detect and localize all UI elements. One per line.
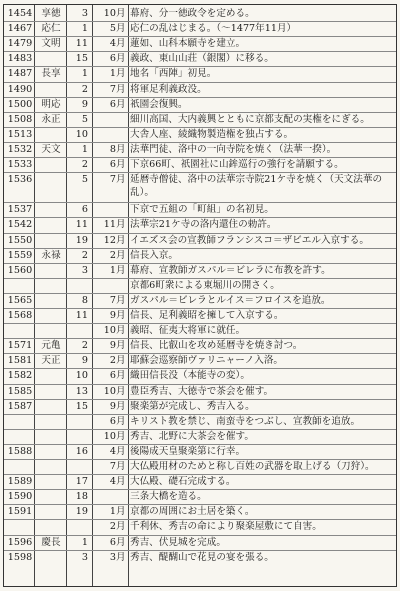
month-cell: 1 [109, 68, 116, 80]
month-cell: 9 [109, 400, 116, 412]
year-cell: 1581 [7, 355, 33, 367]
table-row [4, 249, 396, 262]
event-cell: 耶蘇会巡察師ヴァリニャーノ入洛。 [130, 355, 284, 367]
event-cell: 将軍足利義政没。 [130, 83, 207, 95]
month-cell: 4 [109, 476, 116, 488]
month-unit: 月 [116, 83, 126, 95]
year-cell: 1490 [7, 83, 33, 95]
year-cell: 1589 [7, 476, 33, 488]
year-cell: 1483 [7, 53, 33, 65]
year-cell: 1588 [7, 445, 33, 457]
table-row [4, 294, 396, 307]
event-cell: 延暦寺僧徒、洛中の法華宗寺院21ケ寺を焼く（天文法華の乱）。 [130, 174, 383, 199]
month-unit: 月 [116, 53, 126, 65]
event-cell: 幕府、分一徳政令を定める。 [130, 8, 255, 19]
month-cell: 10 [103, 325, 116, 337]
era-year-cell: 13 [75, 385, 88, 397]
month-unit: 月 [116, 476, 126, 488]
era-year-cell: 2 [81, 340, 88, 352]
event-cell: 地名「西陣」初見。 [130, 68, 217, 80]
event-cell: 信長入京。 [130, 249, 178, 261]
era-year-cell: 2 [81, 159, 88, 170]
event-cell: 後陽成天皇聚楽第に行幸。 [130, 445, 246, 457]
event-cell: 蓮如、山科本願寺を建立。 [130, 38, 246, 50]
era-cell: 慶長 [41, 536, 61, 548]
event-cell: ガスパル＝ビレラとルイス＝フロイスを追放。 [130, 294, 331, 306]
era-year-cell: 3 [81, 8, 88, 19]
event-cell: 秀吉、醍醐山で花見の宴を張る。 [130, 551, 274, 563]
table-row [4, 551, 396, 564]
table-row [4, 536, 396, 549]
event-cell: 信長、足利義昭を擁して入京する。 [130, 310, 284, 321]
year-cell: 1537 [7, 204, 33, 216]
table-row [4, 279, 396, 292]
table-row [4, 445, 396, 458]
year-cell: 1467 [7, 23, 33, 35]
event-cell: 織田信長没（本能寺の変）。 [130, 370, 250, 382]
year-cell: 1587 [7, 400, 33, 412]
month-cell: 2 [109, 355, 116, 367]
era-cell: 享徳 [41, 8, 61, 19]
month-unit: 月 [116, 68, 126, 80]
month-unit: 月 [116, 445, 126, 457]
table-row [4, 415, 396, 428]
table-row [4, 83, 396, 96]
month-unit: 月 [116, 23, 126, 35]
era-year-cell: 1 [81, 68, 88, 80]
month-unit: 月 [116, 310, 126, 321]
era-cell: 元亀 [41, 340, 61, 352]
table-row [4, 7, 396, 20]
event-cell: 三条大橋を造る。 [130, 491, 207, 503]
era-year-cell: 6 [81, 204, 88, 216]
month-unit: 月 [116, 143, 126, 155]
table-row [4, 520, 396, 533]
month-cell: 8 [109, 143, 116, 155]
month-unit: 月 [116, 370, 126, 382]
era-year-cell: 19 [75, 506, 88, 518]
event-cell: 大仏殿、礎石完成する。 [130, 476, 236, 488]
year-cell: 1582 [7, 370, 33, 382]
era-year-cell: 9 [81, 98, 88, 110]
era-cell: 永禄 [41, 249, 61, 261]
era-cell: 天正 [41, 355, 61, 367]
year-cell: 1479 [7, 38, 33, 50]
event-cell: 祇園会復興。 [130, 98, 188, 110]
month-unit: 月 [116, 98, 126, 110]
era-year-cell: 8 [81, 294, 88, 306]
event-cell: キリスト教を禁じ、南蛮寺をつぶし、宣教師を追放。 [130, 415, 361, 427]
month-cell: 1 [109, 506, 116, 518]
era-year-cell: 11 [75, 219, 88, 231]
era-year-cell: 16 [75, 445, 88, 457]
era-year-cell: 3 [81, 551, 88, 563]
era-year-cell: 10 [75, 370, 88, 382]
table-row [4, 264, 396, 277]
year-cell: 1598 [7, 551, 33, 563]
month-unit: 月 [116, 38, 126, 50]
year-cell: 1565 [7, 294, 33, 306]
month-cell: 7 [109, 294, 116, 306]
month-unit: 月 [116, 219, 126, 231]
month-cell: 4 [109, 38, 116, 50]
month-unit: 月 [116, 385, 126, 397]
table-row [4, 22, 396, 35]
event-cell: 千利休、秀吉の命により聚楽屋敷にて自害。 [130, 521, 322, 533]
era-year-cell: 15 [75, 400, 88, 412]
month-cell: 6 [109, 53, 116, 65]
month-cell: 10 [103, 8, 116, 19]
month-cell: 7 [109, 174, 116, 186]
year-cell: 1596 [7, 536, 33, 548]
table-row [4, 234, 396, 247]
month-cell: 6 [109, 536, 116, 548]
table-row [4, 385, 396, 398]
year-cell: 1508 [7, 113, 33, 125]
era-year-cell: 19 [75, 234, 88, 246]
era-cell: 永正 [41, 113, 61, 125]
table-row [4, 400, 396, 413]
era-year-cell: 11 [75, 38, 88, 50]
event-cell: 下京66町、祇園社に山鉾巡行の強行を請願する。 [130, 159, 344, 170]
era-year-cell: 15 [75, 53, 88, 65]
month-cell: 2 [109, 249, 116, 261]
year-cell: 1454 [7, 8, 33, 19]
month-cell: 4 [109, 445, 116, 457]
event-cell: 義政、東山山荘（銀閣）に移る。 [130, 53, 274, 65]
table-row [4, 218, 396, 231]
year-cell: 1590 [7, 491, 33, 503]
month-unit: 月 [116, 340, 126, 352]
month-cell: 12 [103, 234, 116, 246]
table-row [4, 37, 396, 50]
event-cell: 法華門徒、洛中の一向寺院を焼く（法華一揆）。 [130, 143, 337, 155]
month-cell: 11 [103, 219, 116, 231]
month-unit: 月 [116, 506, 126, 518]
month-cell: 9 [109, 310, 116, 321]
table-row [4, 52, 396, 65]
year-cell: 1550 [7, 234, 33, 246]
era-year-cell: 3 [81, 264, 88, 276]
year-cell: 1560 [7, 264, 33, 276]
table-row [4, 324, 396, 337]
table-row [4, 113, 396, 126]
event-cell: 京都6町衆による東堀川の開さく。 [130, 279, 280, 291]
month-cell: 6 [109, 98, 116, 110]
event-cell: 大舎人座、綾織物製造権を独占する。 [130, 128, 294, 140]
era-year-cell: 1 [81, 23, 88, 35]
era-year-cell: 5 [81, 113, 88, 125]
month-cell: 5 [109, 23, 116, 35]
month-unit: 月 [116, 234, 126, 246]
month-unit: 月 [116, 294, 126, 306]
month-cell: 10 [103, 430, 116, 442]
event-cell: 義昭、征夷大将軍に就任。 [130, 325, 246, 337]
table-row [4, 430, 396, 443]
month-unit: 月 [116, 8, 126, 19]
month-unit: 月 [116, 415, 126, 427]
month-cell: 7 [109, 461, 116, 472]
table-row [4, 369, 396, 382]
month-unit: 月 [116, 400, 126, 412]
year-cell: 1559 [7, 249, 33, 261]
month-unit: 月 [116, 325, 126, 337]
month-unit: 月 [116, 430, 126, 442]
event-cell: 応仁の乱はじまる。（〜1477年11月） [130, 23, 297, 35]
table-row [4, 143, 396, 156]
table-row [4, 505, 396, 518]
month-unit: 月 [116, 536, 126, 548]
era-year-cell: 11 [75, 310, 88, 321]
month-unit: 月 [116, 551, 126, 563]
event-cell: 秀吉、伏見城を完成。 [130, 536, 226, 548]
table-row [4, 354, 396, 367]
table-row [4, 490, 396, 503]
table-row [4, 173, 396, 199]
era-year-cell: 2 [81, 83, 88, 95]
era-year-cell: 10 [75, 128, 88, 140]
month-cell: 7 [109, 83, 116, 95]
month-cell: 6 [109, 415, 116, 427]
year-cell: 1536 [7, 174, 33, 186]
year-cell: 1568 [7, 310, 33, 321]
month-cell: 6 [109, 159, 116, 170]
month-cell: 2 [109, 521, 116, 533]
year-cell: 1542 [7, 219, 33, 231]
month-unit: 月 [116, 355, 126, 367]
year-cell: 1500 [7, 98, 33, 110]
era-cell: 文明 [41, 38, 61, 50]
year-cell: 1513 [7, 128, 33, 140]
era-cell: 長享 [41, 68, 61, 80]
era-year-cell: 17 [75, 476, 88, 488]
month-cell: 9 [109, 340, 116, 352]
month-cell: 3 [109, 551, 116, 563]
month-cell: 6 [109, 370, 116, 382]
month-unit: 月 [116, 174, 126, 186]
era-year-cell: 1 [81, 536, 88, 548]
year-cell: 1591 [7, 506, 33, 518]
month-unit: 月 [116, 521, 126, 533]
event-cell: 法華宗21ケ寺の洛内還住の勅許。 [130, 219, 277, 231]
table-row [4, 98, 396, 111]
event-cell: 下京で五組の「町組」の名初見。 [130, 204, 274, 216]
era-year-cell: 18 [75, 491, 88, 503]
event-cell: イエズス会の宣教師フランシスコ＝ザビエル入京する。 [130, 234, 369, 246]
era-cell: 天文 [41, 143, 61, 155]
table-row [4, 128, 396, 141]
table-row [4, 67, 396, 80]
table-row [4, 475, 396, 488]
table-row [4, 203, 396, 216]
event-cell: 京都の周囲にお土居を築く。 [130, 506, 255, 518]
year-cell: 1571 [7, 340, 33, 352]
event-cell: 秀吉、北野に大茶会を催す。 [130, 430, 254, 442]
table-row [4, 309, 396, 322]
year-cell: 1487 [7, 68, 33, 80]
era-year-cell: 1 [81, 143, 88, 155]
year-cell: 1585 [7, 385, 33, 397]
table-row [4, 158, 396, 171]
table-row [4, 339, 396, 352]
event-cell: 細川高国、大内義興とともに京都支配の実権をにぎる。 [130, 113, 370, 125]
era-year-cell: 5 [81, 174, 88, 186]
event-cell: 幕府、宣教師ガスパル＝ビレラに布教を許す。 [130, 264, 331, 276]
month-cell: 1 [109, 264, 116, 276]
event-cell: 聚楽第が完成し、秀吉入る。 [130, 400, 255, 412]
month-unit: 月 [116, 159, 126, 170]
event-cell: 大仏殿用材のためと称し百姓の武器を取上げる（刀狩）。 [130, 461, 375, 472]
chronology-table [3, 4, 397, 587]
table-row [4, 460, 396, 473]
month-unit: 月 [116, 461, 126, 472]
event-cell: 豊臣秀吉、大徳寺で茶会を催す。 [130, 385, 274, 397]
era-year-cell: 2 [81, 249, 88, 261]
month-unit: 月 [116, 264, 126, 276]
year-cell: 1533 [7, 159, 33, 170]
era-cell: 応仁 [41, 23, 61, 35]
era-year-cell: 9 [81, 355, 88, 367]
era-cell: 明応 [41, 98, 61, 110]
year-cell: 1532 [7, 143, 33, 155]
event-cell: 信長、比叡山を攻め延暦寺を焼き討つ。 [130, 340, 303, 352]
month-unit: 月 [116, 249, 126, 261]
month-cell: 10 [103, 385, 116, 397]
